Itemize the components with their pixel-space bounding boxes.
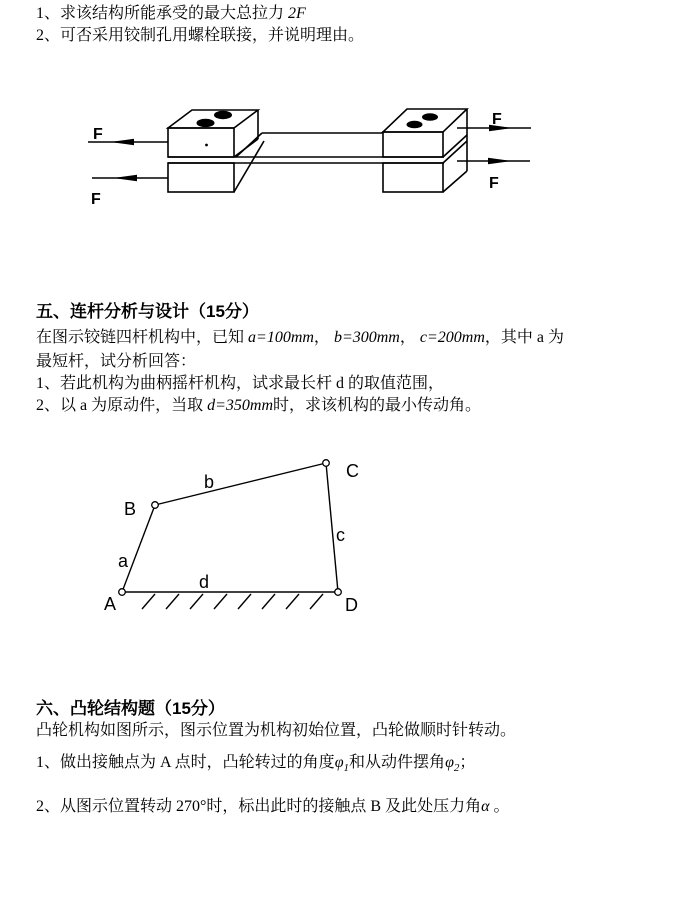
joint-B-label: B: [124, 499, 137, 519]
joint-A-pin: [119, 589, 126, 596]
section-6-item-2: 2、从图示位置转动 270°时，标出此时的接触点 B 及此处压力角α 。: [36, 798, 510, 815]
joint-B-pin: [152, 502, 159, 509]
question-2: [36, 26, 364, 46]
right-bottom-plate-side-edge: [443, 171, 467, 192]
joint-D-label: D: [345, 595, 358, 615]
arrowhead-right-icon: [488, 158, 512, 164]
joint-C-pin: [323, 460, 330, 467]
right-top-plate-top-face: [383, 109, 467, 132]
question-1: [36, 4, 306, 24]
link-b-line: [155, 463, 326, 505]
linkage-joints: [119, 460, 342, 596]
hatch-mark: [166, 594, 179, 609]
hatch-mark: [310, 594, 323, 609]
follower-angle-phi2: $\varphi_2$: [445, 754, 460, 775]
bolt-hole-icon: [407, 121, 423, 129]
section-5-item-2: 2、以 a 为原动件，当取 d=350mm时，求该机构的最小传动角。: [36, 397, 482, 414]
section-5-intro-2: 最短杆，试分析回答：: [36, 353, 197, 370]
link-a-label: a: [118, 551, 129, 571]
right-top-plate-side-edge: [443, 135, 467, 157]
question-1-math: 2F: [288, 5, 306, 22]
four-bar-linkage-figure: [80, 440, 370, 620]
left-top-plate-front-face: [168, 128, 234, 157]
joint-D-pin: [335, 589, 342, 596]
bolt-hole-icon: [214, 111, 232, 119]
hatch-mark: [238, 594, 251, 609]
pressure-angle-alpha: α: [481, 798, 490, 815]
right-top-plate-front-face: [383, 132, 443, 157]
ground-hatching: [142, 594, 323, 609]
hatch-mark: [214, 594, 227, 609]
joint-A-label: A: [104, 594, 117, 614]
cam-angle-phi1: $\varphi_1$: [334, 754, 350, 775]
arrowhead-left-icon: [110, 139, 134, 145]
force-label-left-top: F: [93, 126, 103, 143]
hatch-mark: [286, 594, 299, 609]
left-joint-block: [168, 110, 264, 192]
right-bottom-plate-front-face: [383, 163, 443, 192]
section-5-item-1: 1、若此机构为曲柄摇杆机构，试求最长杆 d 的取值范围，: [36, 375, 445, 392]
right-middle-plate-side-edge: [443, 141, 467, 163]
rotation-angle-value: 270°: [176, 798, 207, 815]
left-bottom-plate-side-edge: [234, 141, 264, 192]
hatch-mark: [190, 594, 203, 609]
given-value-a: a=100mm: [248, 329, 314, 346]
link-d-label: d: [199, 572, 210, 592]
section-6-intro: 凸轮机构如图所示，图示位置为机构初始位置，凸轮做顺时针转动。: [36, 722, 517, 739]
section-6-item-1: 1、做出接触点为 A 点时，凸轮转过的角度$\varphi_1$和从动件摆角$\varphi_2$；: [36, 754, 476, 775]
center-mark-dot: [205, 144, 208, 147]
section-6-heading: 六、凸轮结构题（15分）: [36, 699, 225, 718]
left-bottom-plate-front-face: [168, 163, 234, 192]
question-2-text: 2、可否采用铰制孔用螺栓联接，并说明理由。: [36, 27, 365, 44]
section-5-heading: 五、连杆分析与设计（15分）: [36, 302, 259, 321]
given-value-c: c=200mm: [419, 329, 485, 346]
link-c-label: c: [336, 525, 345, 545]
middle-plate: [168, 133, 444, 163]
section-5-intro: 在图示铰链四杆机构中，已知 a=100mm， b=300mm， c=200mm，其中 a 为: [36, 329, 564, 346]
force-label-right-top: F: [492, 111, 502, 128]
given-value-d: d=350mm: [207, 397, 274, 414]
bolt-joint-figure: [80, 95, 545, 212]
joint-C-label: C: [346, 461, 359, 481]
linkage-links: [122, 463, 338, 592]
question-1-text: 1、求该结构所能承受的最大总拉力: [36, 5, 289, 22]
hatch-mark: [262, 594, 275, 609]
force-label-right-bottom: F: [489, 175, 499, 192]
bolt-hole-icon: [422, 113, 438, 121]
hatch-mark: [142, 594, 155, 609]
force-label-left-bottom: F: [91, 191, 101, 208]
middle-plate-left-end-edge: [236, 133, 262, 157]
force-labels: [91, 111, 502, 208]
bolt-hole-icon: [197, 119, 215, 127]
link-b-label: b: [204, 472, 215, 492]
right-joint-block: [383, 109, 467, 192]
arrowhead-left-icon: [113, 175, 137, 181]
given-value-b: b=300mm: [333, 329, 400, 346]
